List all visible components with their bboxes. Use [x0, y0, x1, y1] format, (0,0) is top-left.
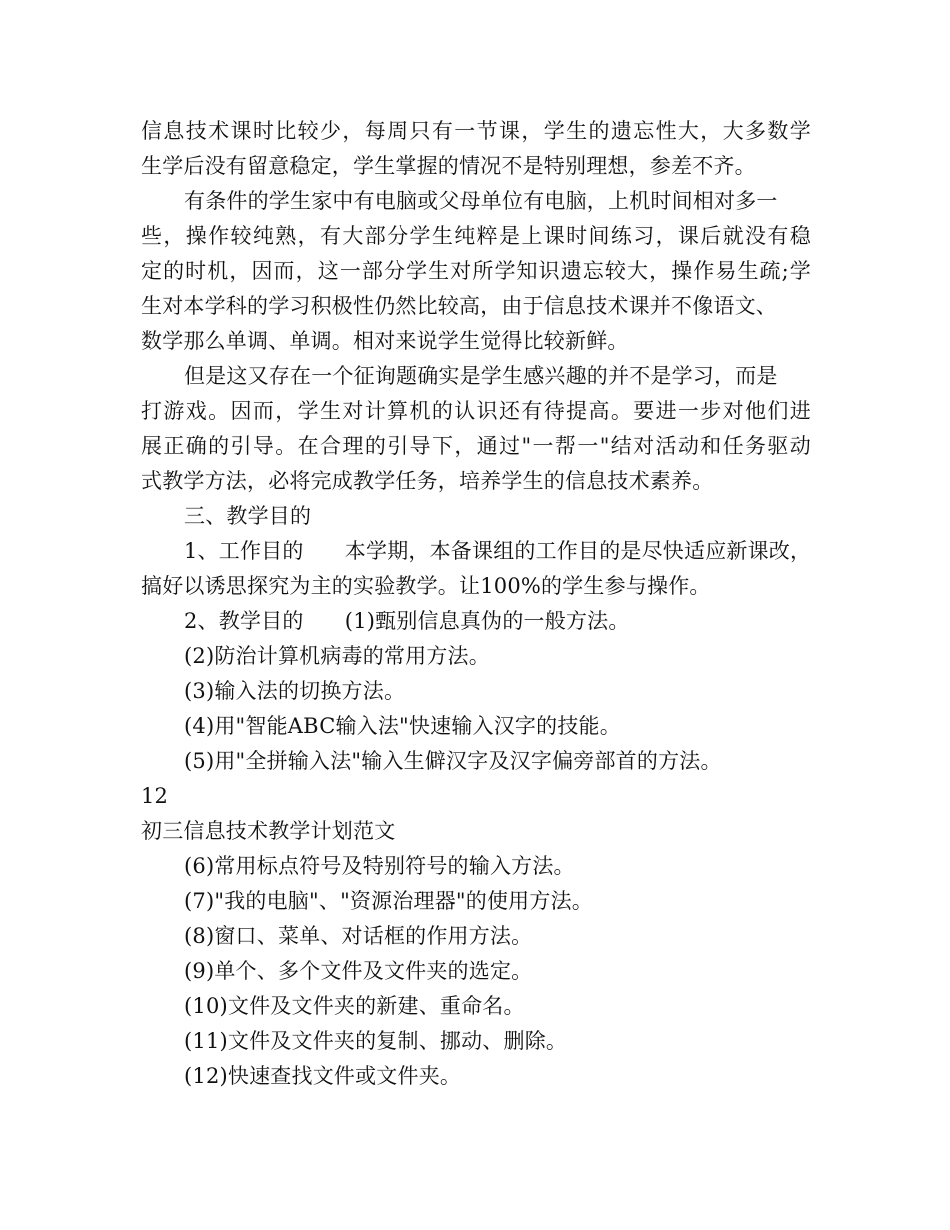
text-line: 展正确的引导。在合理的引导下，通过"一帮一"结对活动和任务驱动: [141, 434, 811, 458]
text-line: 打游戏。因而，学生对计算机的认识还有待提高。要进一步对他们进: [141, 399, 811, 423]
list-item: (2)防治计算机病毒的常用方法。: [184, 644, 490, 668]
text-line: 2、教学目的 (1)甄别信息真伪的一般方法。: [184, 609, 630, 633]
section-heading: 三、教学目的: [184, 504, 312, 528]
list-item: (6)常用标点符号及特别符号的输入方法。: [184, 854, 575, 878]
list-item: (9)单个、多个文件及文件夹的选定。: [184, 959, 533, 983]
list-item: (4)用"智能ABC输入法"快速输入汉字的技能。: [184, 714, 621, 738]
text-line: 搞好以诱思探究为主的实验教学。让100%的学生参与操作。: [141, 574, 711, 598]
running-title: 初三信息技术教学计划范文: [141, 819, 396, 843]
text-line: 生对本学科的学习积极性仍然比较高，由于信息技术课并不像语文、: [141, 294, 777, 318]
text-line: 有条件的学生家中有电脑或父母单位有电脑，上机时间相对多一: [184, 189, 778, 213]
list-item: (11)文件及文件夹的复制、挪动、删除。: [184, 1029, 568, 1053]
text-line: 定的时机，因而，这一部分学生对所学知识遗忘较大，操作易生疏;学: [141, 259, 811, 283]
page-number: 12: [141, 784, 169, 808]
text-line: 生学后没有留意稳定，学生掌握的情况不是特别理想，参差不齐。: [141, 154, 756, 178]
text-line: 信息技术课时比较少，每周只有一节课，学生的遗忘性大，大多数学: [141, 119, 811, 143]
list-item: (7)"我的电脑"、"资源治理器"的使用方法。: [184, 889, 593, 913]
text-line: 1、工作目的 本学期，本备课组的工作目的是尽快适应新课改，: [184, 539, 812, 563]
list-item: (10)文件及文件夹的新建、重命名。: [184, 994, 525, 1018]
text-line: 式教学方法，必将完成教学任务，培养学生的信息技术素养。: [141, 469, 714, 493]
text-line: 些，操作较纯熟，有大部分学生纯粹是上课时间练习，课后就没有稳: [141, 224, 811, 248]
list-item: (5)用"全拼输入法"输入生僻汉字及汉字偏旁部首的方法。: [184, 749, 722, 773]
text-line: 数学那么单调、单调。相对来说学生觉得比较新鲜。: [141, 329, 629, 353]
list-item: (12)快速查找文件或文件夹。: [184, 1064, 462, 1088]
list-item: (8)窗口、菜单、对话框的作用方法。: [184, 924, 533, 948]
list-item: (3)输入法的切换方法。: [184, 679, 406, 703]
text-line: 但是这又存在一个征询题确实是学生感兴趣的并不是学习，而是: [184, 364, 778, 388]
